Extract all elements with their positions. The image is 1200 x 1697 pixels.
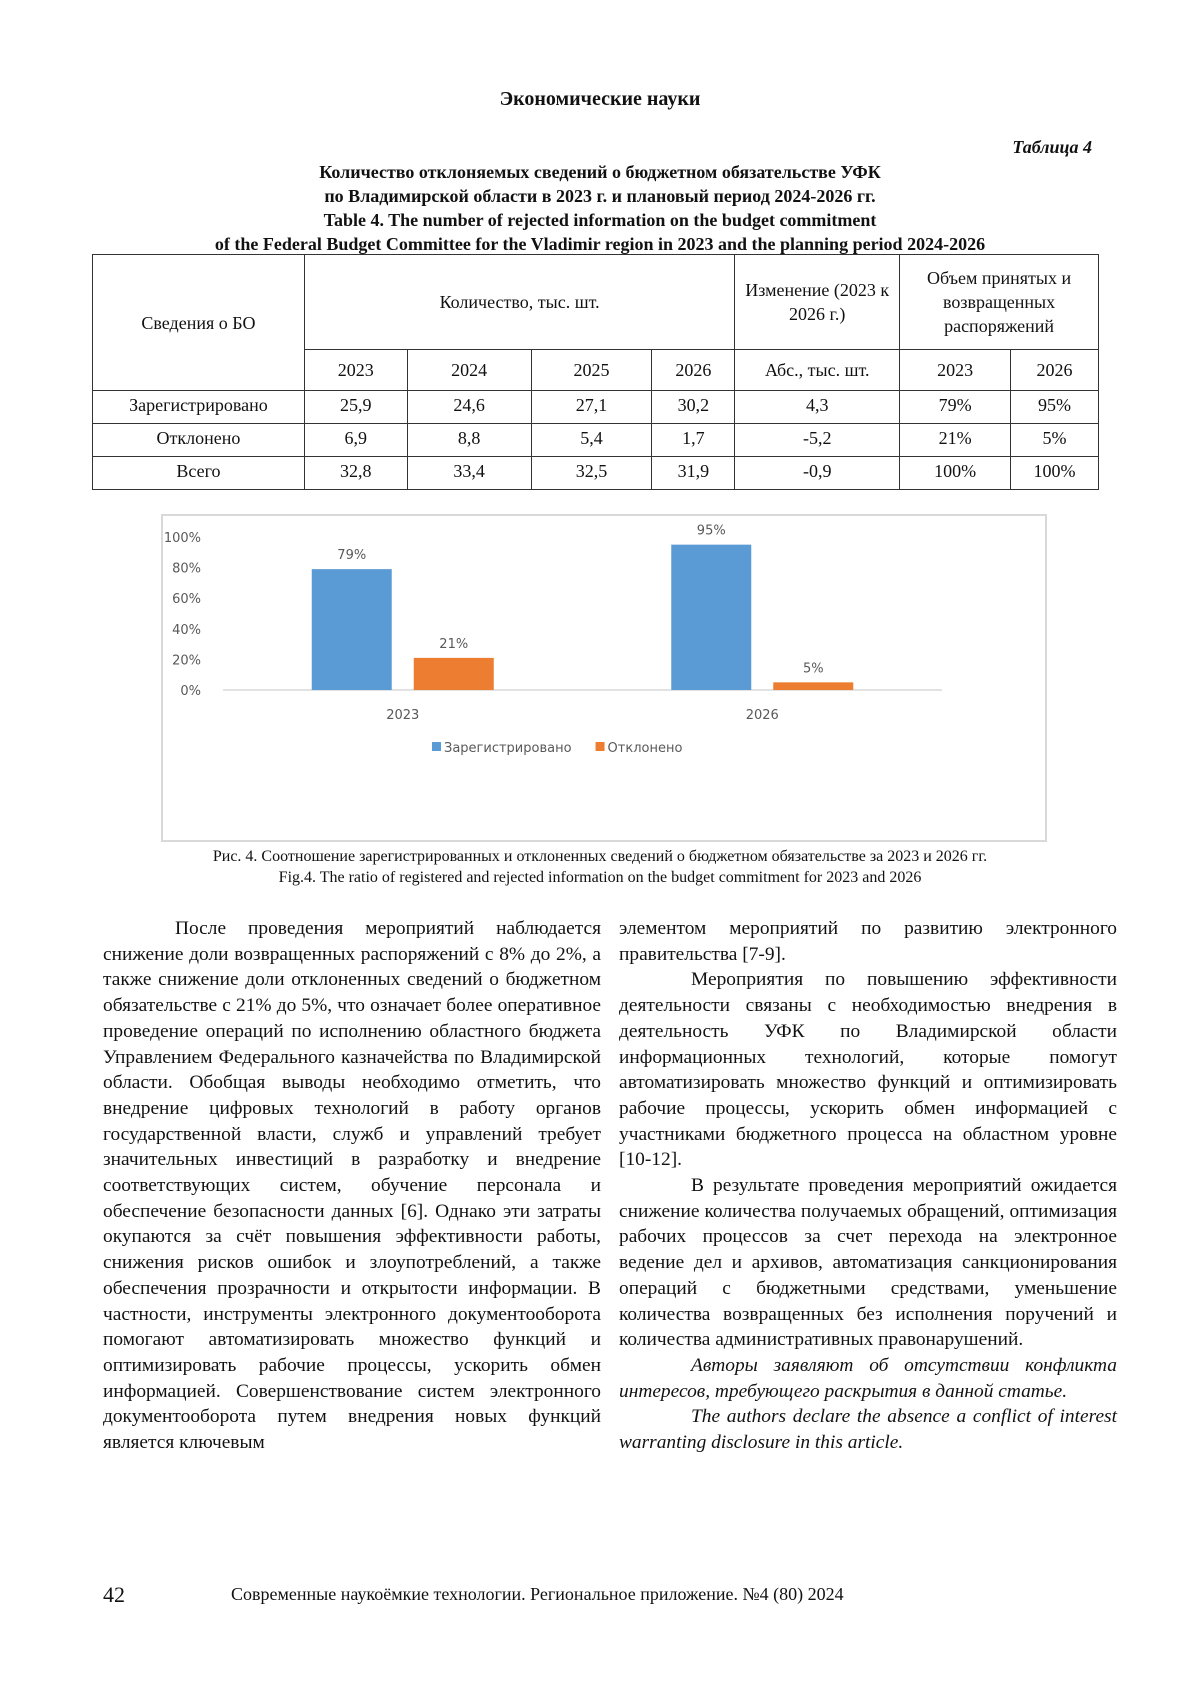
table-cell: 32,8 — [304, 457, 407, 490]
figure-caption — [0, 846, 1200, 888]
table-title — [0, 160, 1200, 256]
table-row — [93, 424, 1099, 457]
header-volume: Объем принятых и возвращенных распоряжений — [900, 255, 1099, 350]
header-info: Сведения о БО — [93, 255, 305, 391]
conflict-statement-en: The authors declare the absence a conflict of interest warranting disclosure in this article. — [619, 1406, 1117, 1454]
subheader-cell: 2023 — [900, 350, 1011, 391]
y-tick-label: 60% — [172, 592, 201, 608]
legend-swatch-Отклонено — [596, 742, 605, 751]
y-tick-label: 80% — [172, 561, 201, 577]
table-cell: 31,9 — [652, 457, 735, 490]
data-label: 5% — [802, 661, 824, 677]
table-cell: 5,4 — [531, 424, 652, 457]
table-title-line: Table 4. The number of rejected information on the budget commitment — [323, 210, 877, 230]
row-label: Всего — [93, 457, 305, 490]
data-table — [92, 254, 1099, 490]
table-cell: 24,6 — [407, 391, 531, 424]
bar-Зарегистрировано-2023 — [312, 569, 392, 690]
paragraph: В результате проведения мероприятий ожидается снижение количества получаемых обращений, оптимизация рабочих процессов за счет перехода на электронное ведение дел и архивов, автоматизация санкционирования операций с бюджетными средствами, уменьшение количества возвращенных без исполнения поручений и количества административных правонарушений. — [619, 1175, 1117, 1351]
row-label: Зарегистрировано — [93, 391, 305, 424]
header-change: Изменение (2023 к 2026 г.) — [735, 255, 900, 350]
legend-label: Зарегистрировано — [444, 741, 572, 756]
data-label: 79% — [337, 548, 367, 564]
table-title-line: по Владимирской области в 2023 г. и плановый период 2024-2026 гг. — [324, 186, 876, 206]
legend-label: Отклонено — [607, 741, 683, 756]
table-cell: 79% — [900, 391, 1011, 424]
table-title-line: of the Federal Budget Committee for the Vladimir region in 2023 and the planning period 2024-2026 — [214, 234, 986, 254]
row-label: Отклонено — [93, 424, 305, 457]
bar-Отклонено-2026 — [773, 682, 853, 690]
paragraph: После проведения мероприятий наблюдается снижение доли возвращенных распоряжений с 8% до 2%, а также снижение доли отклоненных сведений о бюджетном обязательстве с 21% до 5%, что означает более оперативное проведение операций по исполнению областного бюджета Управлением Федерального казначейства по Владимирской области. Обобщая выводы необходимо отметить, что внедрение цифровых технологий в работу органов государственной власти, служб и управлений требует значительных инвестиций в разработку и внедрение соответствующих систем, обучение персонала и обеспечение безопасности данных [6]. Однако эти затраты окупаются за счёт повышения эффективности работы, снижения рисков ошибок и злоупотреблений, а также обеспечения прозрачности и открытости информации. В частности, инструменты электронного документооборота помогают автоматизировать множество функций и оптимизировать рабочие процессы, ускорить обмен информацией. Совершенствование систем электронного документооборота путем внедрения новых функций является ключевым — [103, 918, 601, 1454]
chart-canvas — [163, 516, 1045, 840]
figure-caption-en: Fig.4. The ratio of registered and rejected information on the budget commitment for 2023 and 2026 — [278, 869, 922, 886]
subheader-cell: 2026 — [1011, 350, 1099, 391]
table-cell: 100% — [900, 457, 1011, 490]
y-tick-label: 40% — [172, 622, 201, 638]
table-cell: 1,7 — [652, 424, 735, 457]
table-cell: 30,2 — [652, 391, 735, 424]
table-cell: 25,9 — [304, 391, 407, 424]
text-column-left — [103, 916, 601, 1456]
subheader-cell: 2024 — [407, 350, 531, 391]
table-row — [93, 391, 1099, 424]
section-heading: Экономические науки — [499, 88, 701, 110]
table-cell: 4,3 — [735, 391, 900, 424]
table-cell: 33,4 — [407, 457, 531, 490]
bar-Зарегистрировано-2026 — [671, 545, 751, 690]
bar-chart — [161, 514, 1047, 842]
text-column-right — [619, 916, 1117, 1456]
table-cell: 95% — [1011, 391, 1099, 424]
conflict-statement-ru: Авторы заявляют об отсутствии конфликта интересов, требующего раскрытия в данной статье. — [619, 1354, 1117, 1402]
table-cell: 27,1 — [531, 391, 652, 424]
table-number: Таблица 4 — [1012, 137, 1092, 157]
header-quantity: Количество, тыс. шт. — [304, 255, 734, 350]
x-tick-label: 2023 — [386, 708, 420, 723]
subheader-cell: 2025 — [531, 350, 652, 391]
x-tick-label: 2026 — [745, 708, 779, 723]
table-title-line: Количество отклоняемых сведений о бюджетном обязательстве УФК — [319, 162, 881, 182]
journal-name: Современные наукоёмкие технологии. Региональное приложение. №4 (80) 2024 — [231, 1584, 844, 1604]
table-cell: -5,2 — [735, 424, 900, 457]
legend-swatch-Зарегистрировано — [432, 742, 441, 751]
table-cell: 32,5 — [531, 457, 652, 490]
paragraph: Мероприятия по повышению эффективности деятельности связаны с необходимостью внедрения в деятельность УФК по Владимирской области информационных технологий, которые помогут автоматизировать множество функций и оптимизировать рабочие процессы, ускорить обмен информацией с участниками бюджетного процесса на областном уровне [10-12]. — [619, 969, 1117, 1171]
subheader-cell: 2023 — [304, 350, 407, 391]
y-tick-label: 100% — [163, 531, 201, 546]
table-cell: 100% — [1011, 457, 1099, 490]
bar-Отклонено-2023 — [414, 658, 494, 690]
figure-caption-ru: Рис. 4. Соотношение зарегистрированных и отклоненных сведений о бюджетном обязательстве за 2023 и 2026 гг. — [212, 848, 988, 865]
table-row — [93, 457, 1099, 490]
subheader-cell: Абс., тыс. шт. — [735, 350, 900, 391]
table-cell: -0,9 — [735, 457, 900, 490]
table-cell: 6,9 — [304, 424, 407, 457]
table-cell: 5% — [1011, 424, 1099, 457]
paragraph: элементом мероприятий по развитию электронного правительства [7-9]. — [619, 918, 1117, 965]
table-cell: 21% — [900, 424, 1011, 457]
data-label: 95% — [696, 523, 726, 539]
y-tick-label: 0% — [180, 684, 201, 699]
subheader-cell: 2026 — [652, 350, 735, 391]
y-tick-label: 20% — [172, 653, 201, 669]
page-number: 42 — [103, 1582, 125, 1607]
table-cell: 8,8 — [407, 424, 531, 457]
data-label: 21% — [439, 636, 469, 652]
